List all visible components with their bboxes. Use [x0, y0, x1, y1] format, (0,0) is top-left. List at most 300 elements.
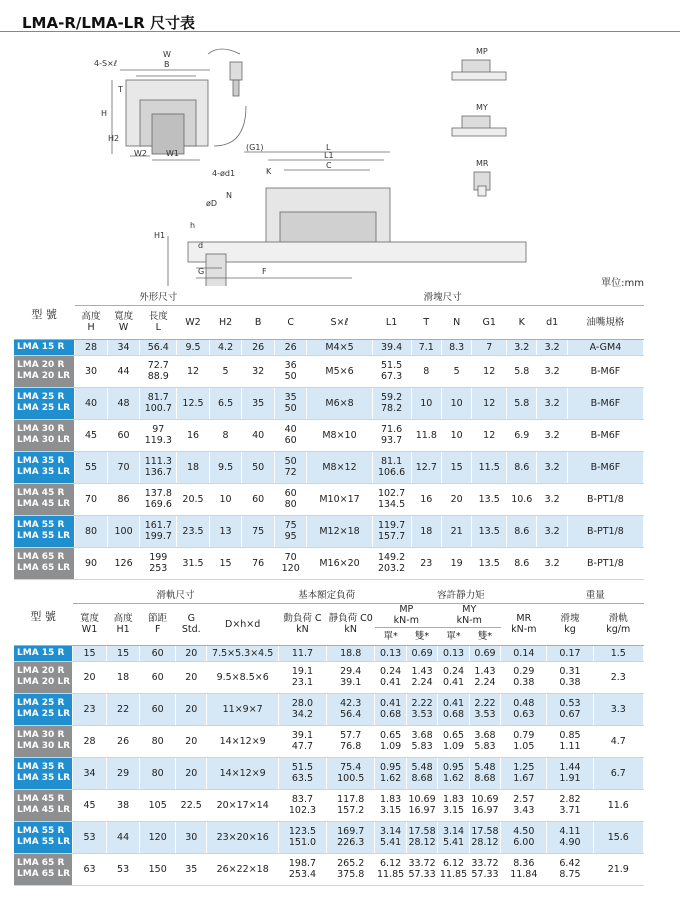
column-header: H2: [209, 305, 242, 339]
table-cell: 23: [411, 547, 441, 579]
table-cell: 35 50: [274, 387, 307, 419]
table-cell: 11.6: [593, 789, 643, 821]
table-cell: 6.9: [507, 419, 537, 451]
dimension-diagram: [0, 36, 680, 286]
table-row: [14, 661, 644, 693]
table-cell: 53: [73, 821, 107, 853]
svg-text:(G1): (G1): [246, 143, 264, 152]
table-cell: 48: [107, 387, 140, 419]
table-cell: 150: [140, 853, 176, 885]
model-cell: LMA 35 R LMA 35 LR: [14, 757, 73, 789]
table-cell: 14×12×9: [207, 757, 278, 789]
table-cell: 0.17: [547, 645, 593, 661]
table-cell: 12: [177, 355, 210, 387]
table-cell: 22.5: [176, 789, 207, 821]
column-header: 滑軌 kg/m: [593, 603, 643, 645]
column-header: 寬度 W1: [73, 603, 107, 645]
table-cell: 120: [140, 821, 176, 853]
table-cell: 31.5: [177, 547, 210, 579]
table-cell: 20.5: [177, 483, 210, 515]
table-cell: 0.85 1.11: [547, 725, 593, 757]
svg-text:4-S×ℓ: 4-S×ℓ: [94, 59, 118, 68]
table-cell: 21: [441, 515, 471, 547]
unit-label: 單位:mm: [601, 278, 644, 289]
table-cell: 7: [472, 339, 507, 355]
table-cell: B-M6F: [567, 451, 643, 483]
table-cell: M5×6: [307, 355, 372, 387]
table-cell: 10.69 16.97: [406, 789, 437, 821]
table-cell: 8: [411, 355, 441, 387]
table-cell: 161.7 199.7: [140, 515, 177, 547]
table-cell: M4×5: [307, 339, 372, 355]
svg-text:W2: W2: [134, 149, 147, 158]
table-cell: 21.9: [593, 853, 643, 885]
table-cell: 75.4 100.5: [327, 757, 375, 789]
column-header: L1: [372, 305, 411, 339]
svg-text:F: F: [262, 267, 267, 276]
table-cell: 5.48 8.68: [469, 757, 500, 789]
model-cell: LMA 20 R LMA 20 LR: [14, 661, 73, 693]
table-cell: 3.2: [537, 547, 567, 579]
table-cell: 51.5 63.5: [278, 757, 326, 789]
table-row: [14, 789, 644, 821]
svg-text:øD: øD: [206, 199, 218, 208]
column-header: D×h×d: [207, 603, 278, 645]
table-cell: 18: [177, 451, 210, 483]
table-cell: 3.2: [537, 451, 567, 483]
svg-text:MR: MR: [476, 159, 489, 168]
table-cell: 33.72 57.33: [406, 853, 437, 885]
table-cell: M6×8: [307, 387, 372, 419]
table-row: [14, 339, 644, 355]
table-cell: 59.2 78.2: [372, 387, 411, 419]
table-cell: 18.8: [327, 645, 375, 661]
table-cell: 5: [209, 355, 242, 387]
table-cell: 17.58 28.12: [406, 821, 437, 853]
table-cell: 2.82 3.71: [547, 789, 593, 821]
table-cell: 198.7 253.4: [278, 853, 326, 885]
table-cell: 0.31 0.38: [547, 661, 593, 693]
model-cell: LMA 15 R: [14, 645, 73, 661]
table-cell: 1.43 2.24: [406, 661, 437, 693]
table-cell: 0.48 0.63: [501, 693, 547, 725]
column-header: T: [411, 305, 441, 339]
table-row: [14, 757, 644, 789]
column-header: S×ℓ: [307, 305, 372, 339]
table-cell: 3.2: [537, 419, 567, 451]
table-cell: 51.5 67.3: [372, 355, 411, 387]
column-header: 靜負荷 C0 kN: [327, 603, 375, 645]
title-bar: [0, 6, 680, 32]
table-row: [14, 547, 644, 579]
table-cell: 12.7: [411, 451, 441, 483]
table-cell: 13.5: [472, 547, 507, 579]
model-cell: LMA 65 R LMA 65 LR: [14, 547, 75, 579]
table-cell: 119.7 157.7: [372, 515, 411, 547]
table-cell: 3.68 5.83: [406, 725, 437, 757]
table-cell: 2.57 3.43: [501, 789, 547, 821]
table-cell: 60: [140, 693, 176, 725]
table-cell: 9.5: [177, 339, 210, 355]
table-cell: 34: [107, 339, 140, 355]
column-header: 滑塊 kg: [547, 603, 593, 645]
table-cell: 20: [176, 757, 207, 789]
table-row: [14, 693, 644, 725]
table-cell: 102.7 134.5: [372, 483, 411, 515]
table-cell: 70: [107, 451, 140, 483]
svg-text:h: h: [190, 221, 196, 230]
table-cell: M8×12: [307, 451, 372, 483]
model-cell: LMA 25 R LMA 25 LR: [14, 387, 75, 419]
group-slider-dims: 滑塊尺寸: [242, 291, 644, 305]
table-cell: 105: [140, 789, 176, 821]
table-cell: 70: [75, 483, 108, 515]
model-cell: LMA 20 R LMA 20 LR: [14, 355, 75, 387]
table-cell: 10.6: [507, 483, 537, 515]
table-cell: 17.58 28.12: [469, 821, 500, 853]
table-cell: 11.7: [278, 645, 326, 661]
column-header: 寬度 W: [107, 305, 140, 339]
table-cell: 20×17×14: [207, 789, 278, 821]
table-cell: 3.2: [537, 515, 567, 547]
svg-text:K: K: [266, 167, 272, 176]
table-cell: 50: [242, 451, 275, 483]
table-cell: 6.12 11.85: [438, 853, 469, 885]
column-header: B: [242, 305, 275, 339]
svg-text:C: C: [326, 161, 332, 170]
column-header: MP kN-m: [375, 603, 438, 627]
table-cell: 23×20×16: [207, 821, 278, 853]
table-cell: 3.2: [537, 387, 567, 419]
table-cell: 3.2: [537, 355, 567, 387]
table-cell: 1.44 1.91: [547, 757, 593, 789]
table-cell: B-M6F: [567, 387, 643, 419]
model-cell: LMA 15 R: [14, 339, 75, 355]
table-cell: 35: [176, 853, 207, 885]
column-header: K: [507, 305, 537, 339]
model-cell: LMA 30 R LMA 30 LR: [14, 419, 75, 451]
model-cell: LMA 45 R LMA 45 LR: [14, 789, 73, 821]
table-row: [14, 483, 644, 515]
table-cell: 0.14: [501, 645, 547, 661]
svg-text:T: T: [118, 85, 123, 94]
column-header: 動負荷 C kN: [278, 603, 326, 645]
group-weight: 重量: [547, 589, 644, 603]
table-cell: 40 60: [274, 419, 307, 451]
svg-text:G: G: [198, 267, 205, 276]
table-cell: 9.5: [209, 451, 242, 483]
sub-header-single: 單*: [438, 627, 469, 645]
svg-text:H1: H1: [154, 231, 166, 240]
table-cell: 60: [140, 661, 176, 693]
svg-text:L1: L1: [324, 151, 334, 160]
table-cell: 34: [73, 757, 107, 789]
table-cell: 20: [176, 661, 207, 693]
table-row: [14, 451, 644, 483]
column-header: MY kN-m: [438, 603, 501, 627]
table-cell: 55: [75, 451, 108, 483]
table-cell: 4.50 6.00: [501, 821, 547, 853]
table-cell: 7.1: [411, 339, 441, 355]
table-cell: 26: [242, 339, 275, 355]
table-cell: 2.22 3.53: [406, 693, 437, 725]
table-cell: 16: [411, 483, 441, 515]
table-cell: 0.29 0.38: [501, 661, 547, 693]
column-header: d1: [537, 305, 567, 339]
table-cell: 3.2: [537, 339, 567, 355]
table-cell: 26: [274, 339, 307, 355]
model-cell: LMA 35 R LMA 35 LR: [14, 451, 75, 483]
table-cell: 20: [441, 483, 471, 515]
table-cell: 22: [106, 693, 140, 725]
table-cell: 28.0 34.2: [278, 693, 326, 725]
table-cell: 30: [75, 355, 108, 387]
sub-header-single: 單*: [375, 627, 406, 645]
table-cell: 149.2 203.2: [372, 547, 411, 579]
group-moment: 容許靜力矩: [375, 589, 547, 603]
table-cell: 3.2: [537, 483, 567, 515]
table-cell: 111.3 136.7: [140, 451, 177, 483]
table-cell: 28: [75, 339, 108, 355]
svg-text:L: L: [326, 143, 331, 152]
table-cell: 15.6: [593, 821, 643, 853]
table-cell: 10: [441, 419, 471, 451]
table-cell: 15: [209, 547, 242, 579]
table-cell: 18: [106, 661, 140, 693]
model-cell: LMA 25 R LMA 25 LR: [14, 693, 73, 725]
column-header: 節距 F: [140, 603, 176, 645]
table-cell: 4.7: [593, 725, 643, 757]
table-cell: 6.5: [209, 387, 242, 419]
table-cell: 12: [472, 387, 507, 419]
svg-text:N: N: [226, 191, 232, 200]
table-cell: 57.7 76.8: [327, 725, 375, 757]
table-cell: 18: [411, 515, 441, 547]
model-header-2: 型 號: [14, 589, 73, 645]
table-cell: 60 80: [274, 483, 307, 515]
table-cell: 44: [106, 821, 140, 853]
table-cell: 70 120: [274, 547, 307, 579]
table-cell: B-PT1/8: [567, 483, 643, 515]
table-cell: 0.53 0.67: [547, 693, 593, 725]
group-load: 基本額定負荷: [278, 589, 375, 603]
table-cell: 26×22×18: [207, 853, 278, 885]
table-cell: 44: [107, 355, 140, 387]
table-cell: 4.11 4.90: [547, 821, 593, 853]
group-rail-dims: 滑軌尺寸: [73, 589, 279, 603]
table-cell: 6.12 11.85: [375, 853, 406, 885]
table-cell: 19.1 23.1: [278, 661, 326, 693]
table-cell: 1.83 3.15: [438, 789, 469, 821]
table-cell: 0.65 1.09: [375, 725, 406, 757]
table-cell: 1.83 3.15: [375, 789, 406, 821]
table-row: [14, 853, 644, 885]
table-cell: 6.7: [593, 757, 643, 789]
table-cell: 40: [242, 419, 275, 451]
table-cell: 137.8 169.6: [140, 483, 177, 515]
column-header: MR kN-m: [501, 603, 547, 645]
table-cell: M16×20: [307, 547, 372, 579]
table-cell: 16: [177, 419, 210, 451]
table-cell: B-M6F: [567, 355, 643, 387]
table-cell: 40: [75, 387, 108, 419]
model-cell: LMA 55 R LMA 55 LR: [14, 821, 73, 853]
table-cell: 39.4: [372, 339, 411, 355]
table-cell: 1.25 1.67: [501, 757, 547, 789]
table-cell: 10: [411, 387, 441, 419]
table-cell: M10×17: [307, 483, 372, 515]
model-cell: LMA 65 R LMA 65 LR: [14, 853, 73, 885]
table-cell: 0.24 0.41: [438, 661, 469, 693]
table-cell: 36 50: [274, 355, 307, 387]
table-cell: 83.7 102.3: [278, 789, 326, 821]
column-header: 高度 H1: [106, 603, 140, 645]
sub-header-double: 雙*: [469, 627, 500, 645]
table-cell: B-M6F: [567, 419, 643, 451]
sub-header-double: 雙*: [406, 627, 437, 645]
table-cell: 38: [106, 789, 140, 821]
table-cell: M8×10: [307, 419, 372, 451]
table-cell: 0.13: [375, 645, 406, 661]
table-row: [14, 725, 644, 757]
table-cell: 20: [176, 725, 207, 757]
column-header: G1: [472, 305, 507, 339]
svg-text:4-ød1: 4-ød1: [212, 169, 236, 178]
table-row: [14, 355, 644, 387]
table-cell: 11.5: [472, 451, 507, 483]
table-cell: 53: [106, 853, 140, 885]
table-cell: 11×9×7: [207, 693, 278, 725]
model-header: 型 號: [14, 291, 75, 339]
table-cell: 80: [140, 757, 176, 789]
table-cell: 32: [242, 355, 275, 387]
svg-text:d: d: [198, 241, 204, 250]
table-cell: 8.6: [507, 515, 537, 547]
table-cell: 0.79 1.05: [501, 725, 547, 757]
table-cell: 15: [441, 451, 471, 483]
table-cell: 28: [73, 725, 107, 757]
table-cell: 63: [73, 853, 107, 885]
table-cell: A-GM4: [567, 339, 643, 355]
table-cell: 0.69: [469, 645, 500, 661]
table-cell: 5.8: [507, 387, 537, 419]
svg-text:MP: MP: [476, 47, 488, 56]
table-cell: M12×18: [307, 515, 372, 547]
table-cell: 199 253: [140, 547, 177, 579]
table-cell: 0.65 1.09: [438, 725, 469, 757]
table-cell: 8.36 11.84: [501, 853, 547, 885]
table-cell: 86: [107, 483, 140, 515]
table-cell: 71.6 93.7: [372, 419, 411, 451]
table-cell: 5.8: [507, 355, 537, 387]
table-cell: 12.5: [177, 387, 210, 419]
table-cell: 90: [75, 547, 108, 579]
table-cell: 10.69 16.97: [469, 789, 500, 821]
table-cell: 126: [107, 547, 140, 579]
column-header: 油嘴規格: [567, 305, 643, 339]
page-title: LMA-R/LMA-LR 尺寸表: [22, 14, 195, 32]
table-cell: 76: [242, 547, 275, 579]
table-row: [14, 419, 644, 451]
table-cell: 10: [441, 387, 471, 419]
table-cell: 3.14 5.41: [375, 821, 406, 853]
table-cell: 11.8: [411, 419, 441, 451]
table-cell: 7.5×5.3×4.5: [207, 645, 278, 661]
table-cell: 123.5 151.0: [278, 821, 326, 853]
svg-text:W: W: [163, 50, 171, 59]
model-cell: LMA 45 R LMA 45 LR: [14, 483, 75, 515]
table-cell: 3.3: [593, 693, 643, 725]
column-header: C: [274, 305, 307, 339]
table-cell: 56.4: [140, 339, 177, 355]
table-cell: 15: [106, 645, 140, 661]
table-cell: 0.95 1.62: [438, 757, 469, 789]
svg-text:H2: H2: [108, 134, 120, 143]
column-header: W2: [177, 305, 210, 339]
table-cell: 0.41 0.68: [438, 693, 469, 725]
table-cell: 45: [75, 419, 108, 451]
table-cell: 0.24 0.41: [375, 661, 406, 693]
table-cell: 1.43 2.24: [469, 661, 500, 693]
table-cell: 9.5×8.5×6: [207, 661, 278, 693]
table-row: [14, 645, 644, 661]
table-cell: 23: [73, 693, 107, 725]
table-cell: 14×12×9: [207, 725, 278, 757]
column-header: 高度 H: [75, 305, 108, 339]
table-cell: 19: [441, 547, 471, 579]
table-cell: 15: [73, 645, 107, 661]
table-cell: 13: [209, 515, 242, 547]
table-cell: 8.3: [441, 339, 471, 355]
table-cell: 33.72 57.33: [469, 853, 500, 885]
table-cell: 26: [106, 725, 140, 757]
table-cell: 80: [75, 515, 108, 547]
table-cell: 42.3 56.4: [327, 693, 375, 725]
svg-text:MY: MY: [476, 103, 488, 112]
table-cell: 20: [73, 661, 107, 693]
svg-text:W1: W1: [166, 149, 179, 158]
table-cell: 13.5: [472, 515, 507, 547]
table-row: [14, 515, 644, 547]
table-cell: 81.7 100.7: [140, 387, 177, 419]
table-cell: B-PT1/8: [567, 515, 643, 547]
table-cell: 60: [107, 419, 140, 451]
table-cell: 265.2 375.8: [327, 853, 375, 885]
table-cell: 39.1 47.7: [278, 725, 326, 757]
svg-text:B: B: [164, 60, 170, 69]
table-cell: 8.6: [507, 451, 537, 483]
table-cell: B-PT1/8: [567, 547, 643, 579]
table-cell: 2.22 3.53: [469, 693, 500, 725]
model-cell: LMA 55 R LMA 55 LR: [14, 515, 75, 547]
svg-text:H: H: [101, 109, 108, 118]
model-cell: LMA 30 R LMA 30 LR: [14, 725, 73, 757]
table-cell: 3.2: [507, 339, 537, 355]
table-cell: 169.7 226.3: [327, 821, 375, 853]
table-cell: 3.14 5.41: [438, 821, 469, 853]
table-cell: 45: [73, 789, 107, 821]
table-cell: 8: [209, 419, 242, 451]
table-cell: 6.42 8.75: [547, 853, 593, 885]
table-cell: 117.8 157.2: [327, 789, 375, 821]
table-cell: 20: [176, 645, 207, 661]
group-block-dims: 外形尺寸: [75, 291, 242, 305]
table-cell: 13.5: [472, 483, 507, 515]
table-cell: 12: [472, 419, 507, 451]
table-cell: 10: [209, 483, 242, 515]
table-cell: 8.6: [507, 547, 537, 579]
table-cell: 12: [472, 355, 507, 387]
